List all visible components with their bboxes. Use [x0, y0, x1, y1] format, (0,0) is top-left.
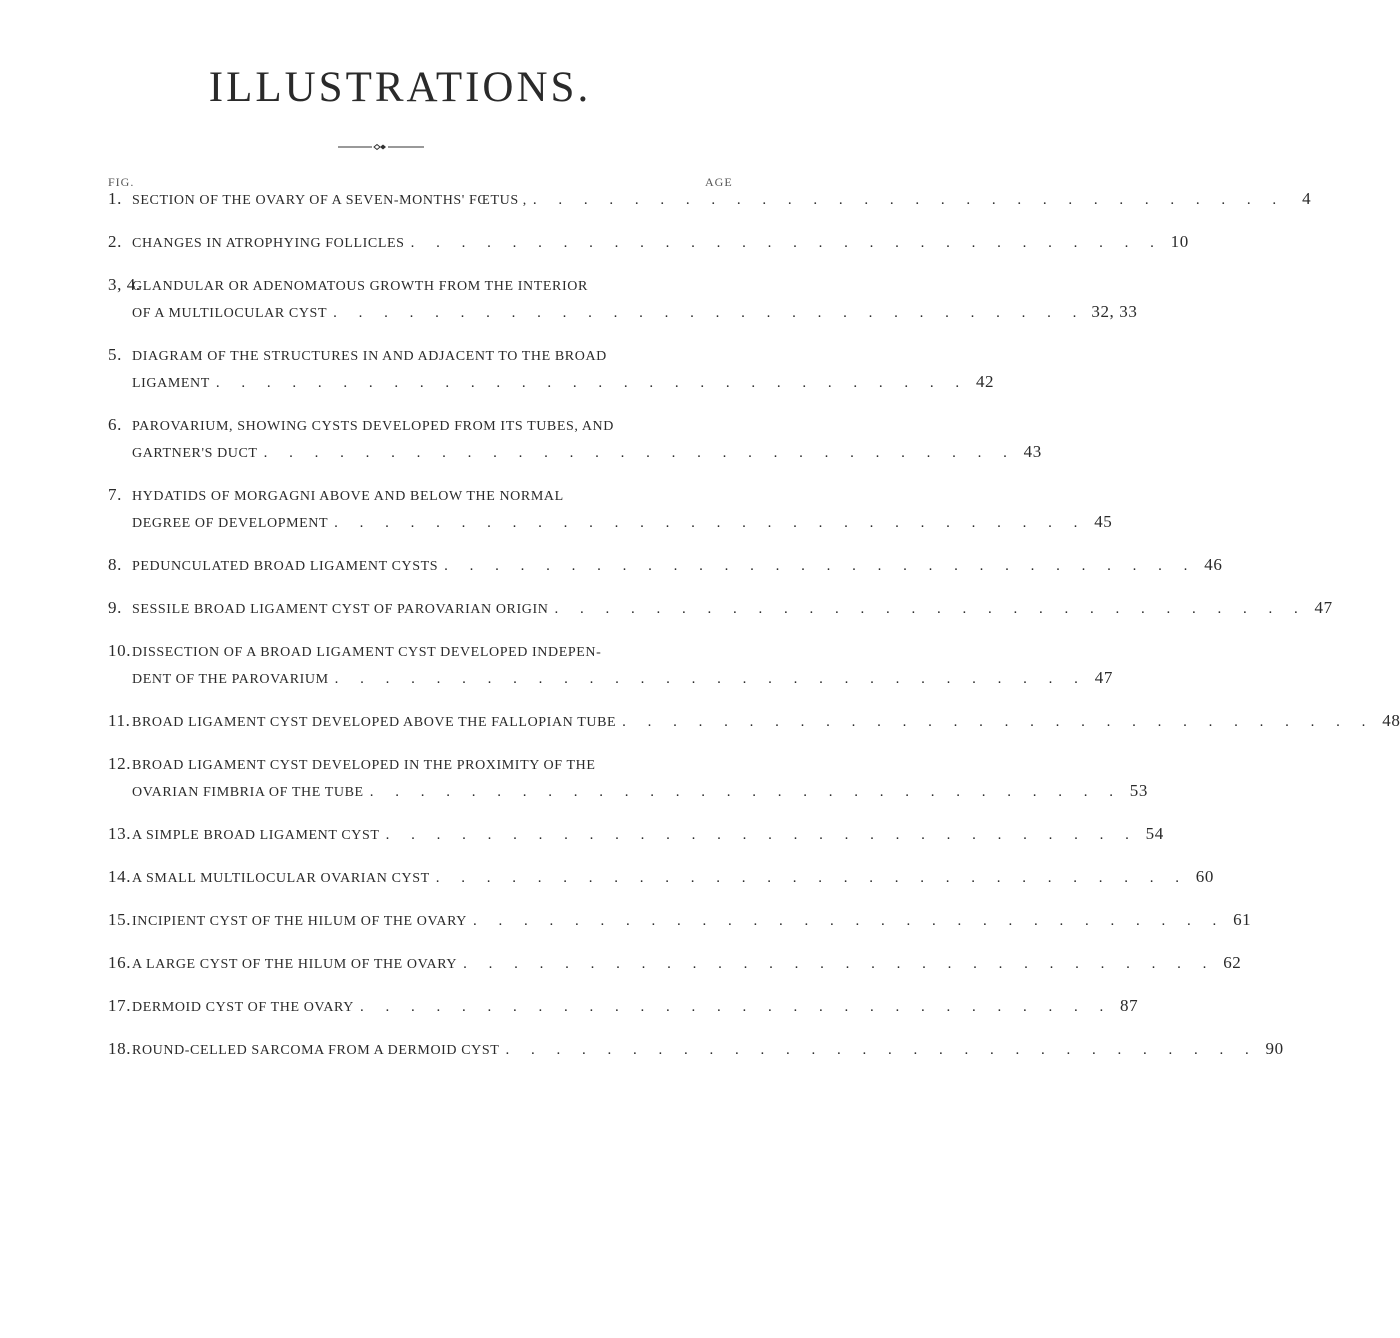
figure-caption: GLANDULAR OR ADENOMATOUS GROWTH FROM THE INTERIOR — [132, 279, 588, 294]
list-item — [108, 820, 1164, 847]
leader-dots: . . . . . . . . . . . . . . . . . . . . . . . . . . . . . . — [263, 445, 1016, 461]
leader-dots: . . . . . . . . . . . . . . . . . . . . . . . . . . . . . . — [215, 375, 969, 391]
page-number: 47 — [1314, 598, 1333, 617]
figure-caption: SECTION OF THE OVARY OF A SEVEN-MONTHS' FŒTUS , — [132, 193, 527, 208]
page-title: ILLUSTRATIONS. — [208, 64, 592, 111]
list-item — [108, 863, 1214, 890]
figure-caption: LIGAMENT — [132, 376, 210, 391]
figure-caption: ROUND-CELLED SARCOMA FROM A DERMOID CYST — [132, 1043, 500, 1058]
leader-dots: . . . . . . . . . . . . . . . . . . . . . . . . . . . . . . — [473, 913, 1226, 929]
figure-caption: DENT OF THE PAROVARIUM — [132, 672, 329, 687]
list-item — [108, 185, 1312, 212]
leader-dots: . . . . . . . . . . . . . . . . . . . . . . . . . . . . . . — [410, 235, 1163, 251]
fig-column-header: FIG. — [108, 175, 135, 189]
figure-caption: BROAD LIGAMENT CYST DEVELOPED ABOVE THE FALLOPIAN TUBE — [132, 715, 617, 730]
figure-number: 3, 4. — [108, 275, 141, 294]
leader-dots: . . . . . . . . . . . . . . . . . . . . . . . . . . . . . . — [385, 827, 1138, 843]
page-number: 45 — [1094, 512, 1113, 531]
leader-dots: . . . . . . . . . . . . . . . . . . . . . . . . . . . . . . — [435, 870, 1188, 886]
list-item — [108, 271, 1138, 325]
leader-dots: . . . . . . . . . . . . . . . . . . . . . . . . . . . . . . — [334, 671, 1087, 687]
list-item — [108, 341, 995, 395]
list-item — [108, 637, 1113, 691]
figure-number: 13. — [108, 824, 132, 843]
leader-dots: . . . . . . . . . . . . . . . . . . . . . . . . . . . . . . — [359, 999, 1113, 1015]
figure-number: 5. — [108, 345, 122, 364]
figure-number: 9. — [108, 598, 122, 617]
figure-number: 11. — [108, 711, 131, 730]
list-item — [108, 594, 1333, 621]
figure-caption: DEGREE OF DEVELOPMENT — [132, 516, 329, 531]
page-number: 47 — [1094, 668, 1113, 687]
leader-dots: . . . . . . . . . . . . . . . . . . . . . . . . . . . . . . — [622, 714, 1375, 730]
figure-number: 8. — [108, 555, 122, 574]
leader-dots: . . . . . . . . . . . . . . . . . . . . . . . . . . . . . . — [554, 601, 1307, 617]
figure-number: 2. — [108, 232, 122, 251]
list-item — [108, 707, 1400, 734]
list-item — [108, 992, 1139, 1019]
page-number: 46 — [1204, 555, 1223, 574]
list-item — [108, 551, 1223, 578]
leader-dots: . . . . . . . . . . . . . . . . . . . . . . . . . . . . . . — [463, 956, 1216, 972]
page-number: 48 — [1382, 711, 1400, 730]
illustrations-list — [108, 185, 1400, 1078]
figure-number: 15. — [108, 910, 132, 929]
figure-caption: OF A MULTILOCULAR CYST — [132, 306, 328, 321]
figure-caption: DERMOID CYST OF THE OVARY — [132, 1000, 354, 1015]
page-number: 53 — [1129, 781, 1148, 800]
page-number: 62 — [1223, 953, 1242, 972]
figure-caption: DIAGRAM OF THE STRUCTURES IN AND ADJACENT TO THE BROAD — [132, 349, 607, 364]
list-item — [108, 906, 1252, 933]
figure-number: 10. — [108, 641, 132, 660]
figure-caption: GARTNER'S DUCT — [132, 446, 258, 461]
figure-caption: INCIPIENT CYST OF THE HILUM OF THE OVARY — [132, 914, 468, 929]
figure-number: 14. — [108, 867, 132, 886]
ornament-divider-icon — [338, 143, 424, 151]
figure-number: 18. — [108, 1039, 132, 1058]
page-number: 60 — [1195, 867, 1214, 886]
figure-caption: HYDATIDS OF MORGAGNI ABOVE AND BELOW THE NORMAL — [132, 489, 564, 504]
page-number: 54 — [1145, 824, 1164, 843]
list-item — [108, 481, 1113, 535]
figure-number: 16. — [108, 953, 132, 972]
list-item — [108, 411, 1042, 465]
list-item — [108, 1035, 1284, 1062]
page-column-header: AGE — [705, 175, 733, 189]
leader-dots: . . . . . . . . . . . . . . . . . . . . . . . . . . . . . . — [505, 1042, 1258, 1058]
page-number: 42 — [975, 372, 995, 391]
figure-caption: A SMALL MULTILOCULAR OVARIAN CYST — [132, 871, 430, 886]
list-item — [108, 750, 1148, 804]
list-item — [108, 949, 1242, 976]
page-number: 10 — [1170, 232, 1189, 251]
page-number: 32, 33 — [1091, 302, 1138, 321]
figure-caption: A SIMPLE BROAD LIGAMENT CYST — [132, 828, 380, 843]
figure-number: 6. — [108, 415, 122, 434]
figure-caption: PEDUNCULATED BROAD LIGAMENT CYSTS — [132, 559, 439, 574]
figure-caption: SESSILE BROAD LIGAMENT CYST OF PAROVARIAN ORIGIN — [132, 602, 549, 617]
page-number: 4 — [1302, 189, 1312, 208]
figure-number: 7. — [108, 485, 122, 504]
figure-number: 1. — [108, 189, 122, 208]
figure-number: 17. — [108, 996, 132, 1015]
figure-caption: PAROVARIUM, SHOWING CYSTS DEVELOPED FROM ITS TUBES, AND — [132, 419, 614, 434]
list-item — [108, 228, 1189, 255]
page-number: 90 — [1265, 1039, 1284, 1058]
leader-dots: . . . . . . . . . . . . . . . . . . . . . . . . . . . . . . — [334, 515, 1087, 531]
figure-number: 12. — [108, 754, 132, 773]
figure-caption: DISSECTION OF A BROAD LIGAMENT CYST DEVELOPED INDEPEN- — [132, 645, 602, 660]
figure-caption: BROAD LIGAMENT CYST DEVELOPED IN THE PROXIMITY OF THE — [132, 758, 596, 773]
leader-dots: . . . . . . . . . . . . . . . . . . . . . . . . . . . . . . — [369, 784, 1122, 800]
figure-caption: OVARIAN FIMBRIA OF THE TUBE — [132, 785, 364, 800]
figure-caption: A LARGE CYST OF THE HILUM OF THE OVARY — [132, 957, 458, 972]
page-number: 43 — [1023, 442, 1042, 461]
figure-caption: CHANGES IN ATROPHYING FOLLICLES — [132, 236, 405, 251]
leader-dots: . . . . . . . . . . . . . . . . . . . . . . . . . . . . . . — [444, 558, 1197, 574]
page-number: 61 — [1233, 910, 1252, 929]
leader-dots: . . . . . . . . . . . . . . . . . . . . . . . . . . . . . . — [333, 305, 1086, 321]
leader-dots: . . . . . . . . . . . . . . . . . . . . . . . . . . . . . . — [532, 192, 1286, 208]
page-number: 87 — [1119, 996, 1139, 1015]
